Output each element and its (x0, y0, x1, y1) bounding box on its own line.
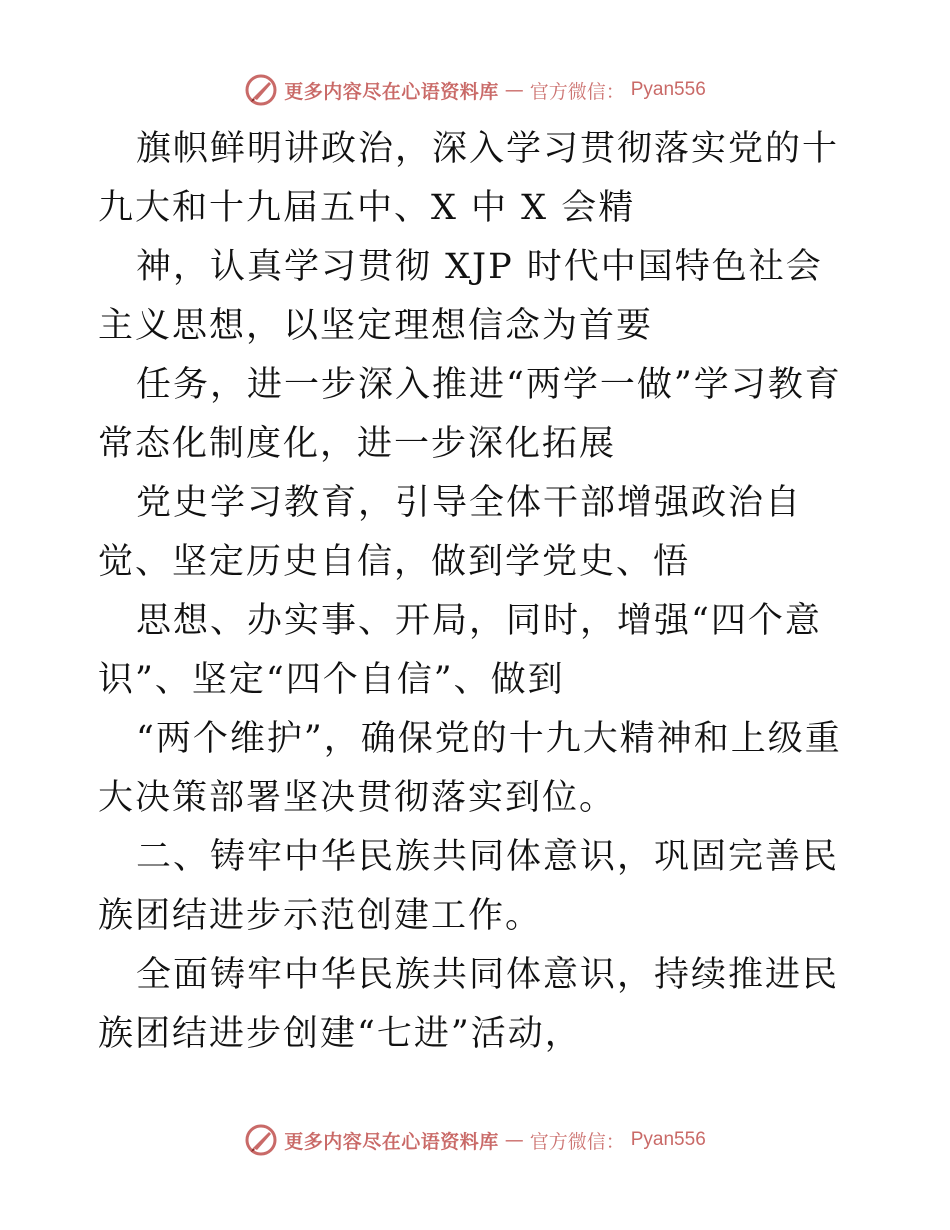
watermark-id: Pyan556 (630, 1129, 706, 1150)
watermark-main-text: 更多内容尽在心语资料库 (284, 80, 499, 103)
paragraph: 任务，进一步深入推进“两学一做”学习教育常态化制度化，进一步深化拓展 (98, 365, 842, 464)
header-watermark (0, 70, 950, 110)
paragraph: 神，认真学习贯彻 XJP 时代中国特色社会主义思想，以坚定理想信念为首要 (98, 247, 823, 346)
paragraph: 思想、办实事、开局，同时，增强“四个意识”、坚定“四个自信”、做到 (98, 601, 822, 700)
quill-logo-icon (244, 1123, 278, 1157)
watermark-label: 官方微信： (529, 80, 625, 103)
footer-watermark (0, 1120, 950, 1160)
paragraph: 党史学习教育，引导全体干部增强政治自觉、坚定历史自信，做到学党史、悟 (98, 483, 803, 582)
document-body (98, 120, 858, 1064)
paragraph: 二、铸牢中华民族共同体意识，巩固完善民族团结进步示范创建工作。 (98, 837, 840, 936)
watermark-main-text: 更多内容尽在心语资料库 (284, 1130, 499, 1153)
watermark-label: 官方微信： (529, 1130, 625, 1153)
paragraph: 旗帜鲜明讲政治，深入学习贯彻落实党的十九大和十九届五中、X 中 X 会精 (98, 129, 840, 228)
watermark-dash: — (504, 79, 524, 101)
quill-logo-icon (244, 73, 278, 107)
paragraph: “两个维护”，确保党的十九大精神和上级重大决策部署坚决贯彻落实到位。 (98, 719, 842, 818)
watermark-dash: — (504, 1129, 524, 1151)
watermark-id: Pyan556 (630, 79, 706, 100)
paragraph: 全面铸牢中华民族共同体意识，持续推进民族团结进步创建“七进”活动， (98, 955, 840, 1054)
